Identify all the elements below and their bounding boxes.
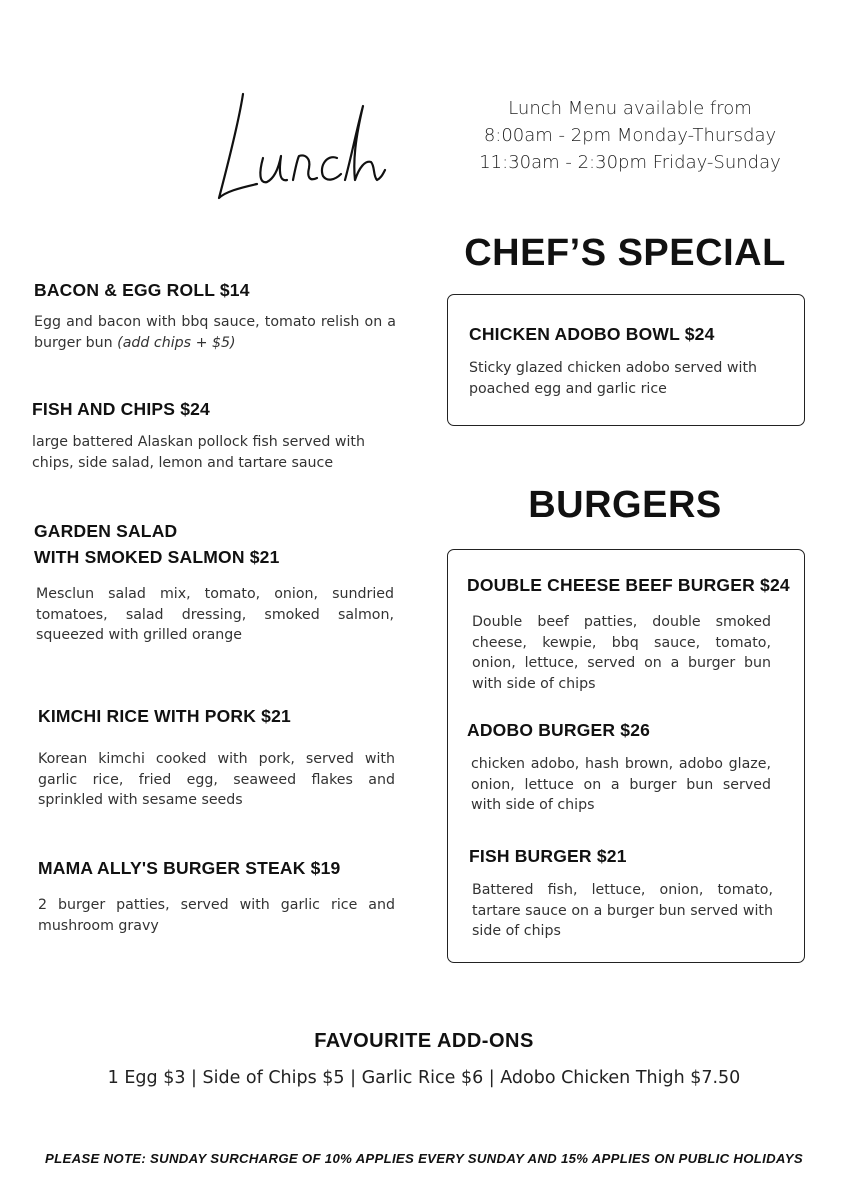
hours-line-1: Lunch Menu available from	[508, 98, 752, 119]
item-desc-chicken-adobo-bowl: Sticky glazed chicken adobo served with poached egg and garlic rice	[469, 360, 758, 397]
hours-line-3: 11:30am - 2:30pm Friday-Sunday	[479, 152, 781, 173]
item-desc-fish-and-chips: large battered Alaskan pollock fish served with chips, side salad, lemon and tartare sauce	[32, 434, 365, 471]
item-name-burger-steak: MAMA ALLY'S BURGER STEAK $19	[38, 858, 341, 878]
addons-list: 1 Egg $3 | Side of Chips $5 | Garlic Rice $6 | Adobo Chicken Thigh $7.50	[107, 1068, 741, 1088]
item-desc-burger-steak: 2 burger patties, served with garlic rice and mushroom gravy	[38, 897, 395, 934]
item-name-adobo-burger: ADOBO BURGER $26	[467, 720, 651, 740]
item-name-bacon-egg-roll: BACON & EGG ROLL $14	[34, 280, 250, 300]
item-name-fish-burger: FISH BURGER $21	[469, 846, 627, 866]
item-name-kimchi-rice: KIMCHI RICE WITH PORK $21	[38, 706, 291, 726]
item-desc-adobo-burger: chicken adobo, hash brown, adobo glaze, onion, lettuce on a burger bun served with side of chips	[471, 756, 771, 813]
lunch-script-logo	[205, 80, 395, 220]
surcharge-notice: PLEASE NOTE: SUNDAY SURCHARGE OF 10% APPLIES EVERY SUNDAY AND 15% APPLIES ON PUBLIC HOLIDAYS	[45, 1151, 803, 1166]
item-desc-fish-burger: Battered fish, lettuce, onion, tomato, tartare sauce on a burger bun served with side of chips	[472, 882, 773, 939]
item-name-fish-and-chips: FISH AND CHIPS $24	[32, 399, 210, 419]
item-desc-note: (add chips + $5)	[117, 334, 236, 351]
addons-title: FAVOURITE ADD-ONS	[314, 1030, 534, 1052]
item-desc-text: Egg and bacon with bbq sauce, tomato relish on a burger bun	[34, 314, 396, 351]
item-name-chicken-adobo-bowl: CHICKEN ADOBO BOWL $24	[469, 324, 715, 344]
hours-line-2: 8:00am - 2pm Monday-Thursday	[483, 125, 777, 146]
burgers-heading: BURGERS	[528, 484, 722, 526]
item-desc-kimchi-rice: Korean kimchi cooked with pork, served with garlic rice, fried egg, seaweed flakes and sprinkled with sesame seeds	[38, 751, 395, 808]
item-name-double-cheese-burger: DOUBLE CHEESE BEEF BURGER $24	[467, 575, 790, 595]
chefs-special-heading: CHEF’S SPECIAL	[464, 232, 786, 274]
lunch-hours	[450, 95, 810, 176]
item-desc-double-cheese-burger: Double beef patties, double smoked cheese, kewpie, bbq sauce, tomato, onion, lettuce, served on a burger bun with side of chips	[472, 614, 771, 692]
item-desc-garden-salad: Mesclun salad mix, tomato, onion, sundried tomatoes, salad dressing, smoked salmon, squeezed with grilled orange	[36, 586, 394, 643]
item-desc-bacon-egg-roll	[34, 312, 396, 353]
item-name-garden-salad-line1: GARDEN SALAD	[34, 521, 178, 541]
menu-title-lunch	[205, 80, 395, 220]
item-name-garden-salad-line2: WITH SMOKED SALMON $21	[34, 547, 280, 567]
